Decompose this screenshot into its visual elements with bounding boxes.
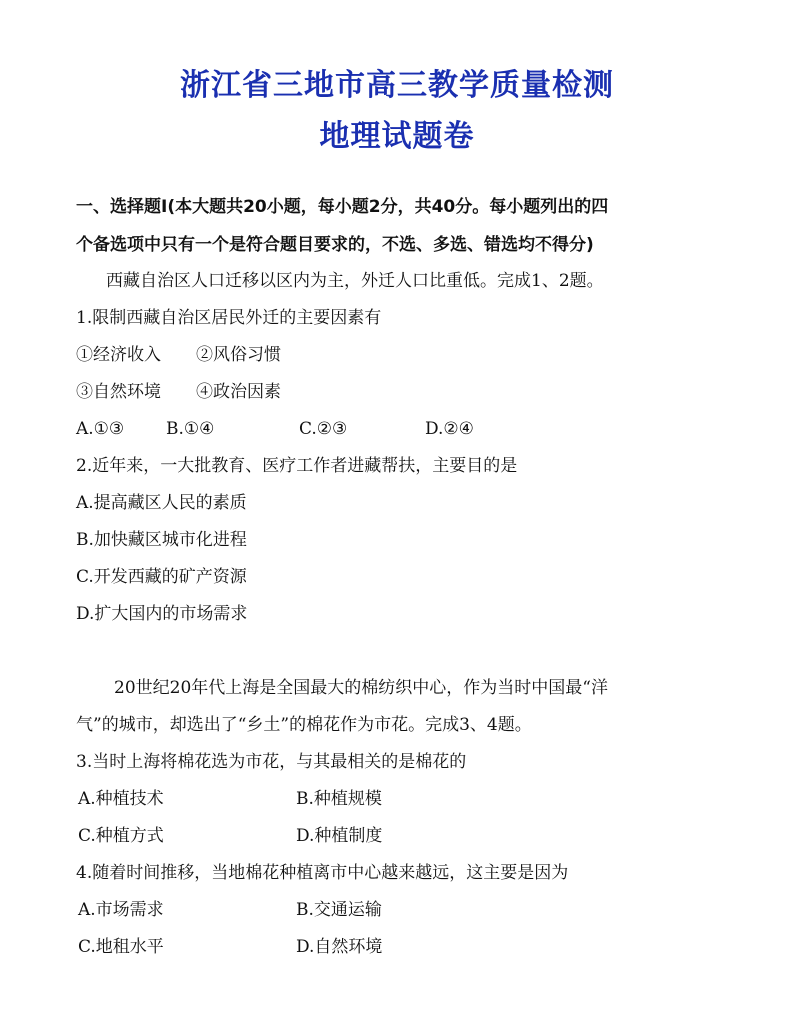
q2-option-c: C.开发西藏的矿产资源 bbox=[76, 567, 247, 587]
group2-intro-line1: 20世纪20年代上海是全国最大的棉纺织中心，作为当时中国最“洋 bbox=[114, 678, 608, 698]
q1-item-2: ②风俗习惯 bbox=[196, 345, 281, 365]
q1-option-a: A.①③ bbox=[76, 419, 125, 439]
q2-option-d: D.扩大国内的市场需求 bbox=[76, 604, 248, 624]
q1-item-3: ③自然环境 bbox=[76, 382, 161, 402]
q1-option-c: C.②③ bbox=[299, 419, 348, 439]
page-title: 浙江省三地市高三教学质量检测 bbox=[180, 68, 614, 103]
q1-option-d: D.②④ bbox=[425, 419, 474, 439]
q1-option-b: B.①④ bbox=[166, 419, 215, 439]
q3-option-b: B.种植规模 bbox=[296, 789, 382, 809]
group1-intro: 西藏自治区人口迁移以区内为主，外迁人口比重低。完成1、2题。 bbox=[106, 271, 604, 291]
q2-option-b: B.加快藏区城市化进程 bbox=[76, 530, 247, 550]
q4-stem: 4.随着时间推移，当地棉花种植离市中心越来越远，这主要是因为 bbox=[76, 863, 569, 883]
page-subtitle: 地理试题卷 bbox=[319, 119, 475, 154]
q4-option-c: C.地租水平 bbox=[78, 937, 164, 957]
q1-stem: 1.限制西藏自治区居民外迁的主要因素有 bbox=[76, 308, 382, 328]
section-heading-line2: 个备选项中只有一个是符合题目要求的，不选、多选、错选均不得分) bbox=[76, 235, 594, 255]
q1-item-1: ①经济收入 bbox=[76, 345, 161, 365]
q1-item-4: ④政治因素 bbox=[196, 382, 281, 402]
q4-option-b: B.交通运输 bbox=[296, 900, 382, 920]
q4-option-a: A.市场需求 bbox=[78, 900, 164, 920]
q3-option-c: C.种植方式 bbox=[78, 826, 164, 846]
q3-option-a: A.种植技术 bbox=[78, 789, 164, 809]
section-heading-line1: 一、选择题Ⅰ(本大题共20小题，每小题2分，共40分。每小题列出的四 bbox=[76, 197, 609, 217]
q3-option-d: D.种植制度 bbox=[296, 826, 383, 846]
group2-intro-line2: 气”的城市，却选出了“乡土”的棉花作为市花。完成3、4题。 bbox=[76, 715, 532, 735]
q3-stem: 3.当时上海将棉花选为市花，与其最相关的是棉花的 bbox=[76, 752, 467, 772]
q2-option-a: A.提高藏区人民的素质 bbox=[76, 493, 247, 513]
q2-stem: 2.近年来，一大批教育、医疗工作者进藏帮扶，主要目的是 bbox=[76, 456, 518, 476]
q4-option-d: D.自然环境 bbox=[296, 937, 383, 957]
